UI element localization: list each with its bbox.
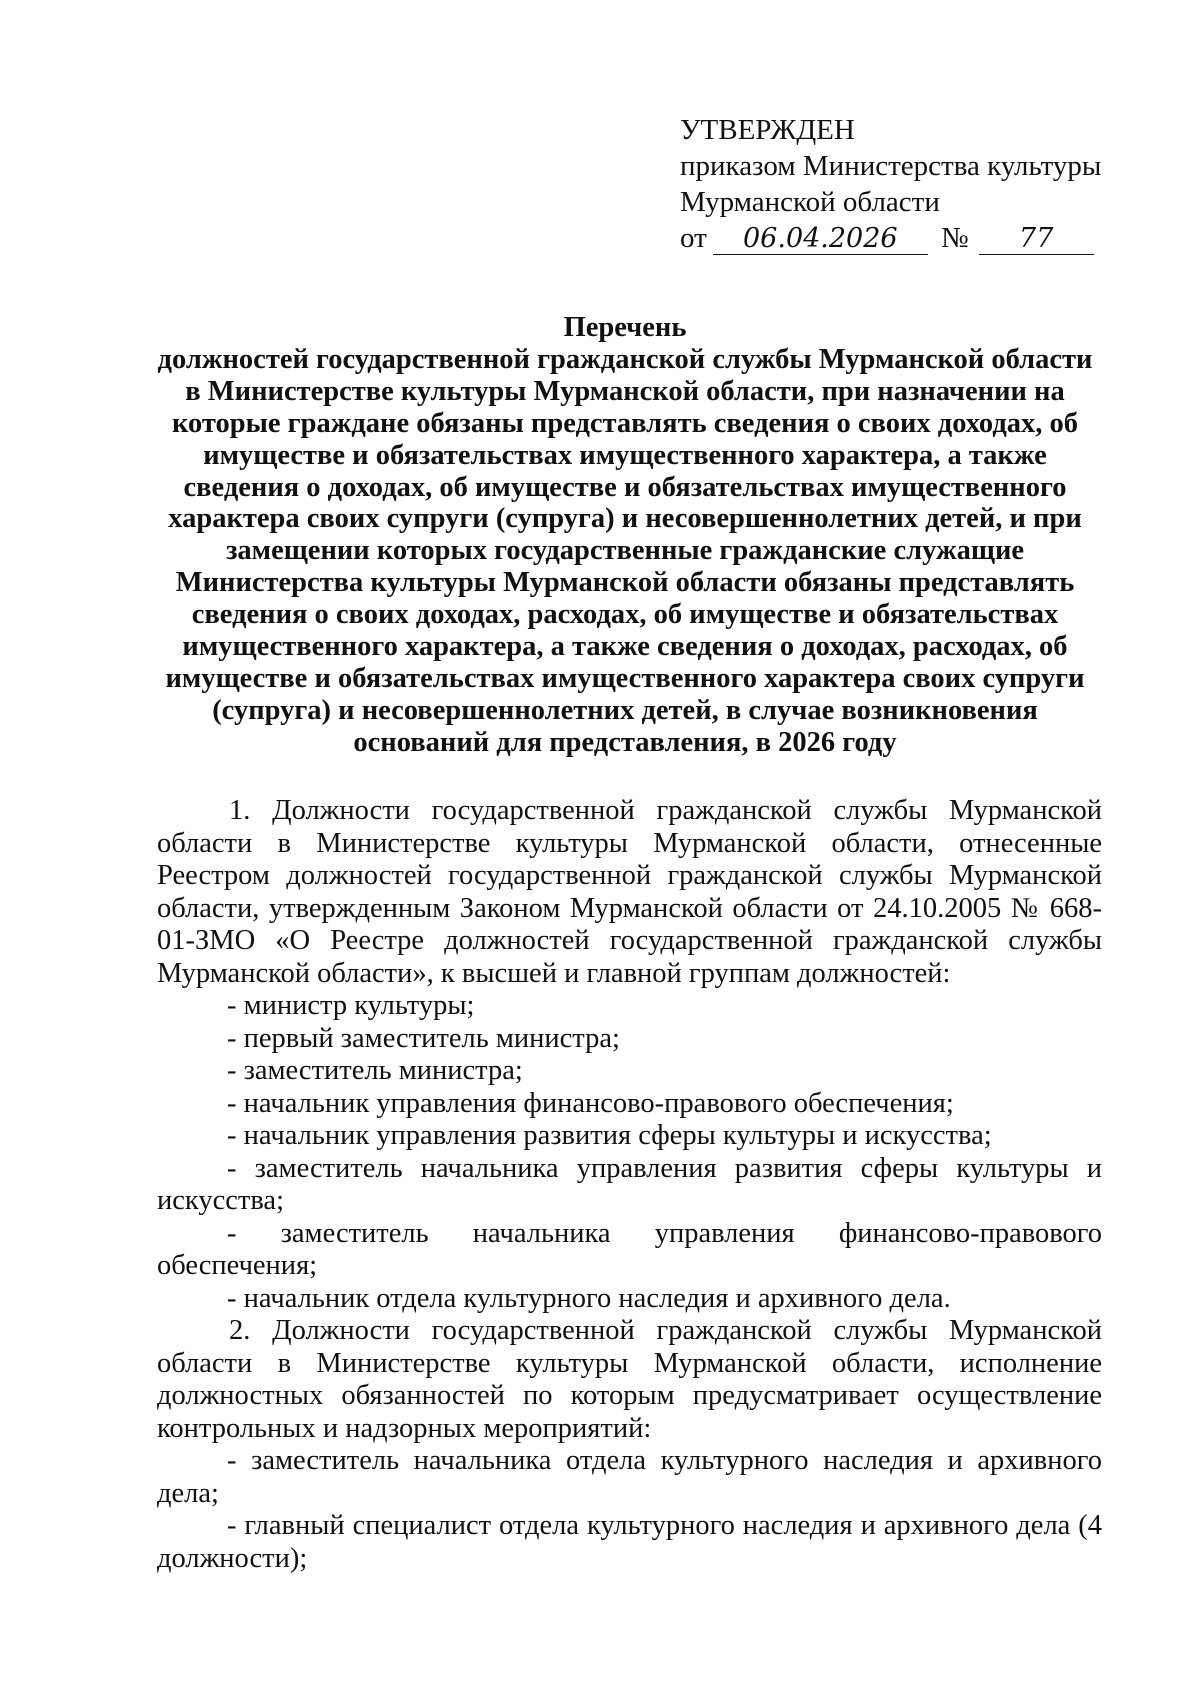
date-value: 06.04.2026: [743, 223, 898, 254]
list-item: - начальник управления развития сферы культуры и искусства;: [227, 1120, 992, 1151]
list-item: - министр культуры;: [227, 990, 475, 1021]
list-item: - заместитель начальника управления развития сферы культуры и искусства;: [157, 1152, 1102, 1216]
list-item: - главный специалист отдела культурного наследия и архивного дела (4 должности);: [157, 1510, 1102, 1574]
approval-label: УТВЕРЖДЕН: [680, 114, 855, 146]
number-value: 77: [1019, 223, 1054, 254]
document-heading: [150, 312, 1100, 759]
list-item: - начальник управления финансово-правового обеспечения;: [227, 1087, 954, 1119]
document-subtitle: должностей государственной гражданской службы Мурманской области в Министерстве культуры Мурманской области, при назначении на которые граждане обязаны представлять сведения о своих доходах, об имуществе и обязательствах имущественного характера, а также сведения о доходах, об имуществе и обязательствах имущественного характера своих супруги (супруга) и несовершеннолетних детей, и при замещении которых государственные гражданские служащие Министерства культуры Мурманской области обязаны представлять сведения о своих доходах, расходах, об имуществе и обязательствах имущественного характера, а также сведения о доходах, расходах, об имуществе и обязательствах имущественного характера своих супруги (супруга) и несовершеннолетних детей, в случае возникновения оснований для представления, в 2026 году: [157, 343, 1093, 758]
list-item: - заместитель министра;: [227, 1055, 523, 1086]
handwritten-date: [713, 223, 928, 255]
approval-region-line: Мурманской области: [680, 186, 940, 218]
date-prefix: от: [680, 222, 707, 254]
approval-stamp-block: [680, 112, 1100, 256]
document-title: Перечень: [563, 312, 687, 343]
list-item: - начальник отдела культурного наследия и архивного дела.: [227, 1282, 951, 1314]
section-1-text: 1. Должности государственной гражданской службы Мурманской области в Министерстве культуры Мурманской области, отнесенные Реестром должностей государственной гражданской службы Мурманской области, утвержденным Законом Мурманской области от 24.10.2005 № 668-01-ЗМО «О Реестре должностей государственной гражданской службы Мурманской области», к высшей и главной группам должностей:: [157, 795, 1102, 989]
number-prefix: №: [941, 222, 969, 254]
list-item: - заместитель начальника управления финансово-правового обеспечения;: [157, 1217, 1102, 1281]
document-body: [157, 795, 1102, 1575]
list-item: - первый заместитель министра;: [227, 1022, 620, 1054]
section-2-text: 2. Должности государственной гражданской службы Мурманской области в Министерстве культуры Мурманской области, исполнение должностных обязанностей по которым предусматривает осуществление контрольных и надзорных мероприятий:: [157, 1315, 1102, 1444]
approval-order-line: приказом Министерства культуры: [680, 150, 1102, 182]
approval-date-line: [680, 220, 1100, 256]
list-item: - заместитель начальника отдела культурного наследия и архивного дела;: [157, 1445, 1102, 1509]
handwritten-number: [979, 223, 1094, 255]
